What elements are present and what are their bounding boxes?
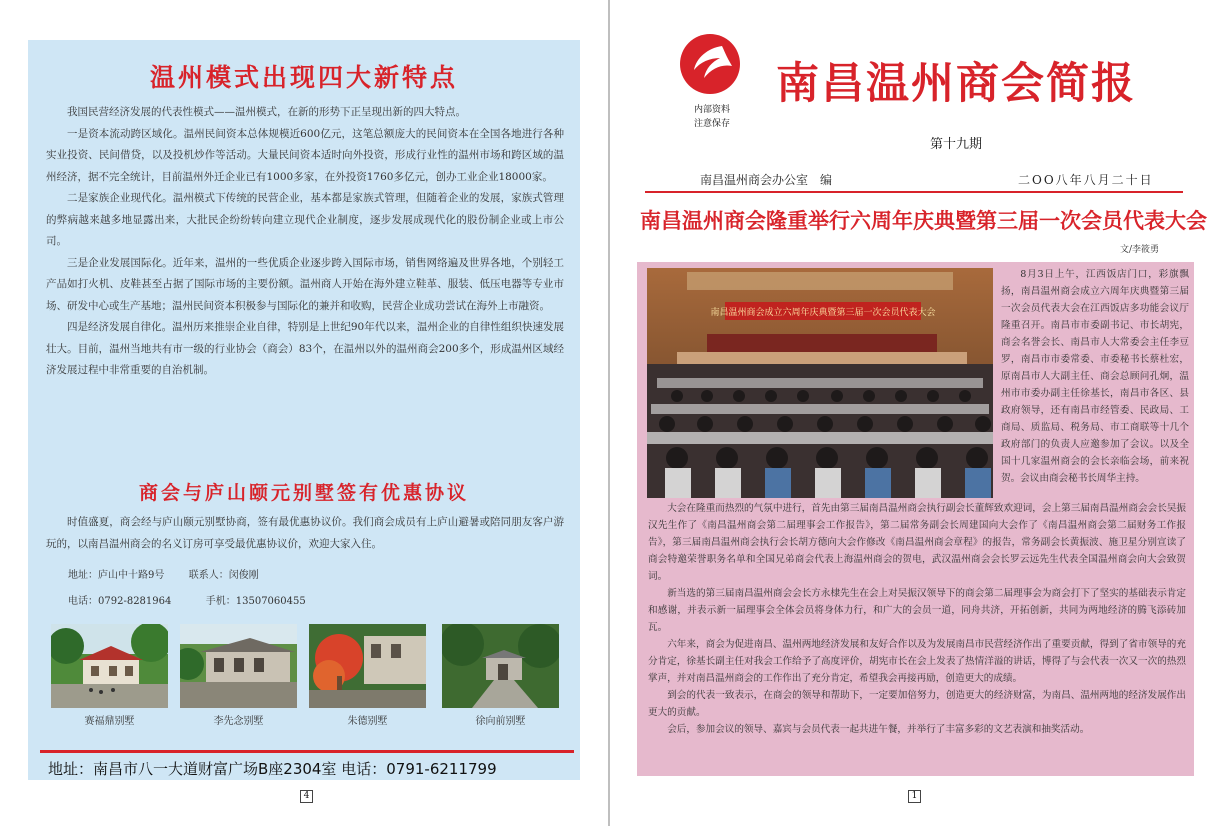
article-lead — [1001, 266, 1189, 487]
internal-note — [684, 103, 740, 131]
article-title: 温州模式出现四大新特点 — [149, 63, 458, 92]
sub-article-body — [46, 512, 564, 555]
page-number: 4 — [300, 790, 313, 803]
internal-note-line: 内部资料 — [693, 105, 730, 115]
villa-photo — [442, 624, 559, 708]
paragraph: 到会的代表一致表示，在商会的领导和帮助下，一定要加倍努力，创造更大的经济财富，为南昌、温州两地的经济发展作出更大的贡献。 — [648, 690, 1186, 718]
stage-banner: 南昌温州商会成立六周年庆典暨第三届一次会员代表大会 — [710, 308, 936, 318]
paragraph: 一是资本流动跨区域化。温州民间资本总体规模近600亿元，这笔总额庞大的民间资本在全国各地进行各种实业投资、民间借贷，以及投机炒作等活动。大量民间资本适时向外投资，形成行业性的温州市场和跨区域的温州经济，据不完全统计，目前温州外迁企业已有1000多家，在外投资1760多亿元，创办工业企业18000家。 — [46, 127, 564, 183]
footer-address: 地址：南昌市八一大道财富广场B座2304室 电话：0791-6211799 — [48, 760, 497, 778]
meeting-photo — [647, 268, 993, 498]
villa-photo — [51, 624, 168, 708]
contact-address: 地址：庐山中十路9号 — [68, 570, 165, 581]
footer-rule — [40, 750, 574, 753]
sub-article-title: 商会与庐山颐元别墅签有优惠协议 — [138, 482, 469, 504]
photo-caption: 徐向前别墅 — [475, 716, 526, 727]
author-byline: 文/李筱勇 — [1120, 245, 1160, 255]
paragraph: 我国民营经济发展的代表性模式——温州模式，在新的形势下正呈现出新的四大特点。 — [67, 106, 466, 118]
article-body — [648, 500, 1186, 738]
editor-office: 南昌温州商会办公室 编 — [700, 173, 833, 187]
headline: 南昌温州商会隆重举行六周年庆典暨第三届一次会员代表大会 — [640, 209, 1207, 233]
paragraph: 大会在隆重而热烈的气氛中进行，首先由第三届南昌温州商会执行副会长董辉致欢迎词，会上第三届南昌温州商会会长吴振汉先生作了《南昌温州商会第二届理事会工作报告》，第二届常务副会长周建国向大会作了《南昌温州商会第二届财务工作报告》，第三届南昌温州商会执行会长胡方德向大会作修改《南昌温州商会章程》的报告，常务副会长黄振波、施卫星分别宣读了商会特邀荣誉职务名单和全国兄弟商会代表上海温州商会的贺电，武汉温州商会会长罗云远先生代表全国温州商会向大会致贺词。 — [648, 503, 1186, 582]
paragraph: 六年来，商会为促进南昌、温州两地经济发展和友好合作以及为发展南昌市民营经济作出了重要贡献，得到了省市领导的充分肯定，徐基长副主任对我会工作给予了高度评价，胡宪市长在会上发表了热情洋溢的讲话，博得了与会代表一次又一次的热烈掌声，并对南昌温州商会的工作作出了充分肯定，希望我会再接再励，创造更大的成绩。 — [648, 639, 1186, 684]
photo-caption: 赛福鼎别墅 — [84, 716, 135, 727]
paragraph: 三是企业发展国际化。近年来，温州的一些优质企业逐步跨入国际市场，销售网络遍及世界各地，个别轻工产品如打火机、皮鞋甚至占据了国际市场的主要份额。温州商人开始在海外建立鞋革、服装、低压电器等专业市场、研发中心或生产基地；温州民间资本积极参与国际化的兼并和收购，民营企业成功尝试在海外上市融资。 — [46, 256, 564, 312]
page-fold — [608, 0, 610, 826]
paragraph: 新当选的第三届南昌温州商会会长方永棣先生在会上对吴振汉领导下的商会第二届理事会为商会打下了坚实的基础表示肯定和感谢，并表示新一届理事会全体会员将身体力行，和广大的会员一道，同舟共济，开拓创新，共同为两地经济的腾飞添砖加瓦。 — [648, 588, 1186, 633]
article-body — [46, 102, 564, 382]
paragraph: 8月3日上午，江西饭店门口，彩旗飘扬，南昌温州商会成立六周年庆典暨第三届一次会员代表大会在江西饭店多功能会议厅隆重召开。南昌市市委副书记、市长胡宪，商会名誉会长、南昌市人大常委会主任李豆罗，南昌市市委常委、市委秘书长蔡杜宏，原南昌市人大副主任、商会总顾问孔炯，温州市市委办副主任徐基长，南昌市各区、县政府领导，还有南昌市经管委、民政局、工商局、质监局、税务局、市工商联等十几个政府部门的负责人应邀参加了会议。以及全国十几家温州商会的会长亲临会场，前来祝贺。会议由商会秘书长周华主持。 — [1001, 269, 1189, 484]
header-rule — [645, 191, 1183, 193]
masthead-title: 南昌温州商会简报 — [776, 59, 1136, 109]
internal-note-line: 注意保存 — [693, 119, 730, 129]
issue-number: 第十九期 — [930, 137, 983, 152]
page-number: 1 — [908, 790, 921, 803]
contact-person: 联系人：闵俊刚 — [188, 570, 259, 581]
photo-caption: 李先念别墅 — [213, 716, 264, 727]
paragraph: 四是经济发展自律化。温州历来推崇企业自律，特别是上世纪90年代以来，温州企业的自律性组织快速发展壮大。目前，温州当地共有市一级的行业协会（商会）83个，在温州以外的温州商会200多个，形成温州区域经济发展过程中非常重要的自治机制。 — [46, 321, 564, 376]
paragraph: 二是家族企业现代化。温州模式下传统的民营企业，基本都是家族式管理，但随着企业的发展，家族式管理的弊病越来越多地显露出来，大批民企纷纷转向建立现代企业制度，逐步发展成现代化的股份制企业或上市公司。 — [46, 192, 564, 247]
paragraph: 会后，参加会议的领导、嘉宾与会员代表一起共进午餐，并举行了丰富多彩的文艺表演和抽奖活动。 — [667, 724, 1090, 735]
photo-caption: 朱德别墅 — [347, 716, 388, 727]
issue-date: 二OO八年八月二十日 — [1018, 173, 1154, 187]
villa-photo — [309, 624, 426, 708]
contact-mobile: 手机：13507060455 — [205, 596, 306, 607]
paragraph: 时值盛夏，商会经与庐山颐元别墅协商，签有最优惠协议价。我们商会成员有上庐山避暑或陪同朋友客户游玩的，以南昌温州商会的名义订房可享受最优惠协议价，欢迎大家入住。 — [46, 516, 564, 550]
contact-line-1 — [68, 566, 259, 581]
contact-line-2 — [68, 592, 306, 607]
villa-photo — [180, 624, 297, 708]
chamber-logo-icon — [678, 32, 742, 96]
contact-tel: 电话：0792-8281964 — [68, 596, 172, 607]
